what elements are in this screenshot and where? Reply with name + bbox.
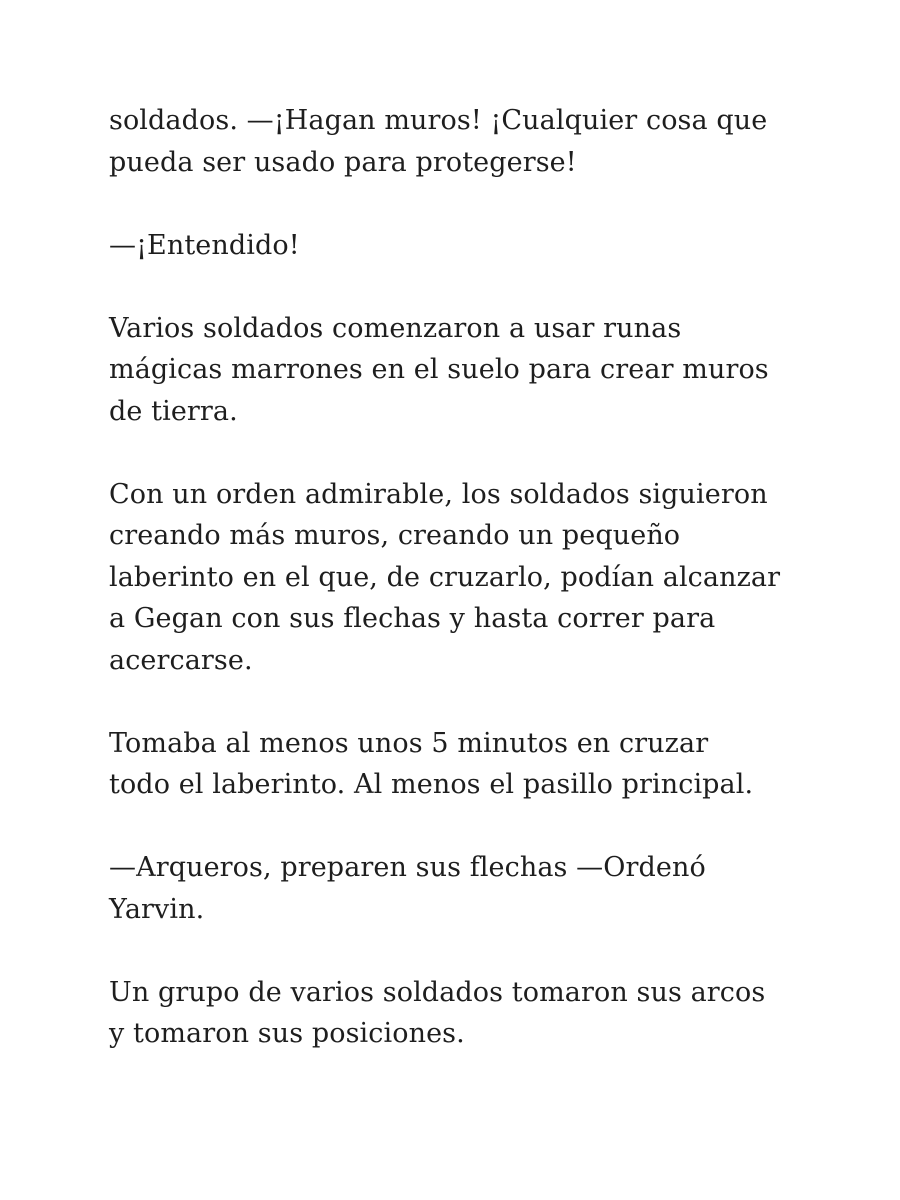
paragraph: Tomaba al menos unos 5 minutos en cruzar todo el laberinto. Al menos el pasillo principal.: [109, 727, 754, 800]
document-page: [109, 100, 799, 1055]
paragraph: soldados. —¡Hagan muros! ¡Cualquier cosa que pueda ser usado para protegerse!: [109, 105, 768, 178]
paragraph: Con un orden admirable, los soldados siguieron creando más muros, creando un pequeño laberinto en el que, de cruzarlo, podían alcanzar a Gegan con sus flechas y hasta correr para acercarse.: [109, 478, 781, 676]
paragraph: Un grupo de varios soldados tomaron sus arcos y tomaron sus posiciones.: [109, 976, 766, 1049]
paragraph: —¡Entendido!: [109, 229, 300, 261]
paragraph: Varios soldados comenzaron a usar runas mágicas marrones en el suelo para crear muros de tierra.: [109, 312, 769, 427]
paragraph: —Arqueros, preparen sus flechas —Ordenó Yarvin.: [109, 852, 706, 925]
